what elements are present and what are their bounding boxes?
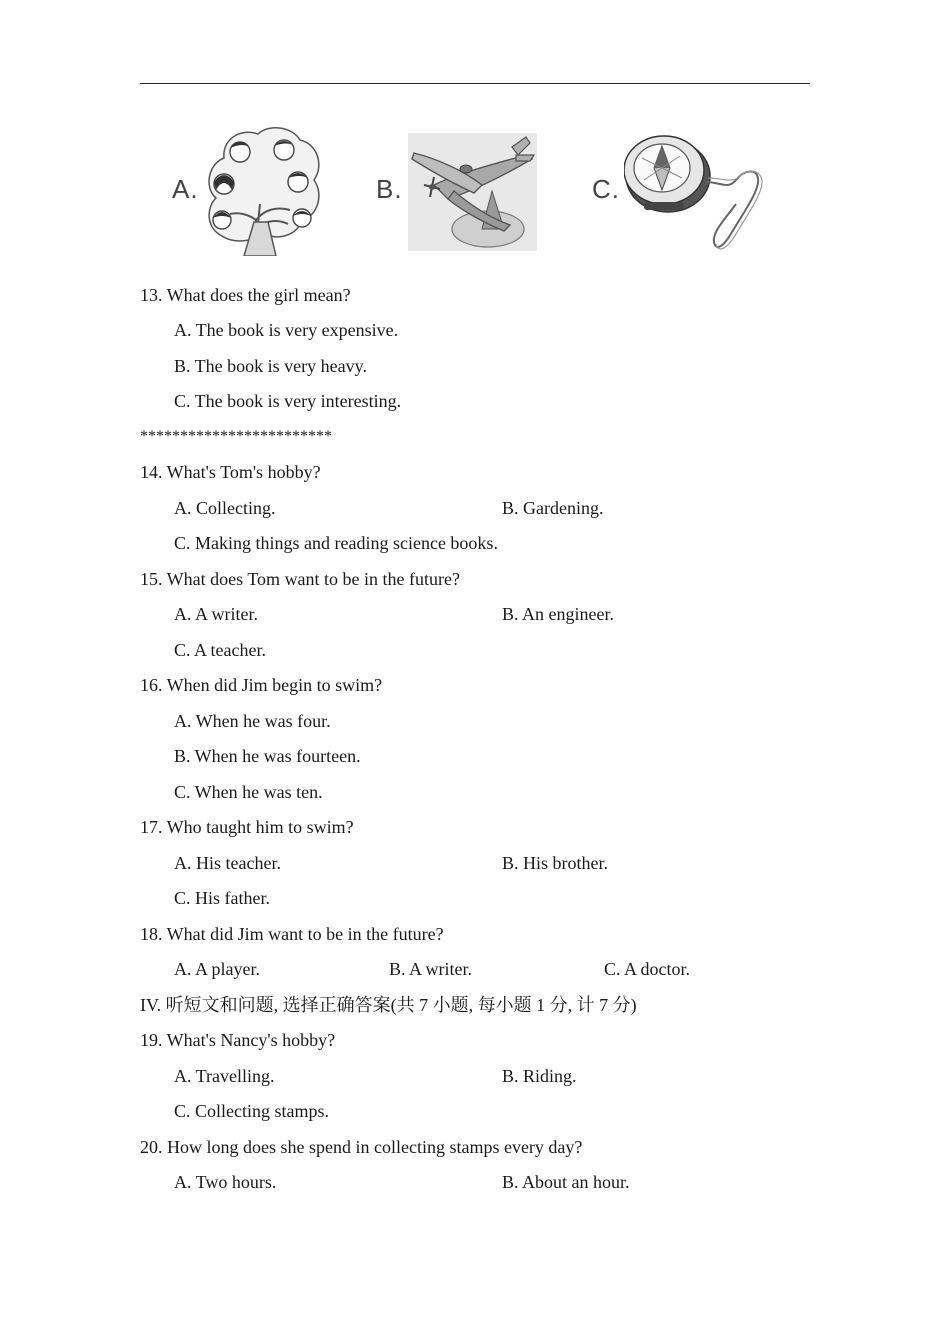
- separator-stars: ************************: [140, 428, 332, 445]
- family-tree-icon: [204, 124, 324, 256]
- question-16: 16. When did Jim begin to swim?: [140, 675, 383, 695]
- q14-option-c[interactable]: C. Making things and reading science books.: [174, 533, 498, 553]
- question-17: 17. Who taught him to swim?: [140, 817, 354, 837]
- section-iv-heading: IV. 听短文和问题, 选择正确答案(共 7 小题, 每小题 1 分, 计 7 分): [140, 995, 637, 1015]
- q17-option-a[interactable]: A. His teacher.: [174, 853, 281, 873]
- q15-option-b[interactable]: B. An engineer.: [502, 604, 614, 624]
- q16-option-c[interactable]: C. When he was ten.: [174, 782, 323, 802]
- q17-option-c[interactable]: C. His father.: [174, 888, 270, 908]
- question-13: 13. What does the girl mean?: [140, 285, 351, 305]
- q13-option-a[interactable]: A. The book is very expensive.: [174, 320, 399, 340]
- picture-label-c: C.: [592, 174, 620, 204]
- picture-options: [0, 124, 950, 256]
- q19-option-b[interactable]: B. Riding.: [502, 1066, 577, 1086]
- top-rule: [140, 83, 810, 84]
- q18-option-a[interactable]: A. A player.: [174, 959, 260, 979]
- q18-option-c[interactable]: C. A doctor.: [604, 959, 691, 979]
- q20-option-b[interactable]: B. About an hour.: [502, 1172, 630, 1192]
- question-20: 20. How long does she spend in collecting stamps every day?: [140, 1137, 583, 1157]
- q15-option-a[interactable]: A. A writer.: [174, 604, 258, 624]
- q19-option-c[interactable]: C. Collecting stamps.: [174, 1101, 329, 1121]
- model-plane-icon: [408, 133, 537, 251]
- compass-icon: [624, 128, 764, 254]
- picture-label-b: B.: [376, 174, 403, 204]
- picture-label-a: A.: [172, 174, 199, 204]
- question-18: 18. What did Jim want to be in the future?: [140, 924, 444, 944]
- q14-option-b[interactable]: B. Gardening.: [502, 498, 604, 518]
- question-14: 14. What's Tom's hobby?: [140, 462, 321, 482]
- q20-option-a[interactable]: A. Two hours.: [174, 1172, 277, 1192]
- q13-option-c[interactable]: C. The book is very interesting.: [174, 391, 402, 411]
- q17-option-b[interactable]: B. His brother.: [502, 853, 608, 873]
- q19-option-a[interactable]: A. Travelling.: [174, 1066, 275, 1086]
- q16-option-a[interactable]: A. When he was four.: [174, 711, 331, 731]
- q16-option-b[interactable]: B. When he was fourteen.: [174, 746, 361, 766]
- q15-option-c[interactable]: C. A teacher.: [174, 640, 266, 660]
- q18-option-b[interactable]: B. A writer.: [389, 959, 473, 979]
- q13-option-b[interactable]: B. The book is very heavy.: [174, 356, 367, 376]
- question-15: 15. What does Tom want to be in the future?: [140, 569, 461, 589]
- question-19: 19. What's Nancy's hobby?: [140, 1030, 336, 1050]
- q14-option-a[interactable]: A. Collecting.: [174, 498, 276, 518]
